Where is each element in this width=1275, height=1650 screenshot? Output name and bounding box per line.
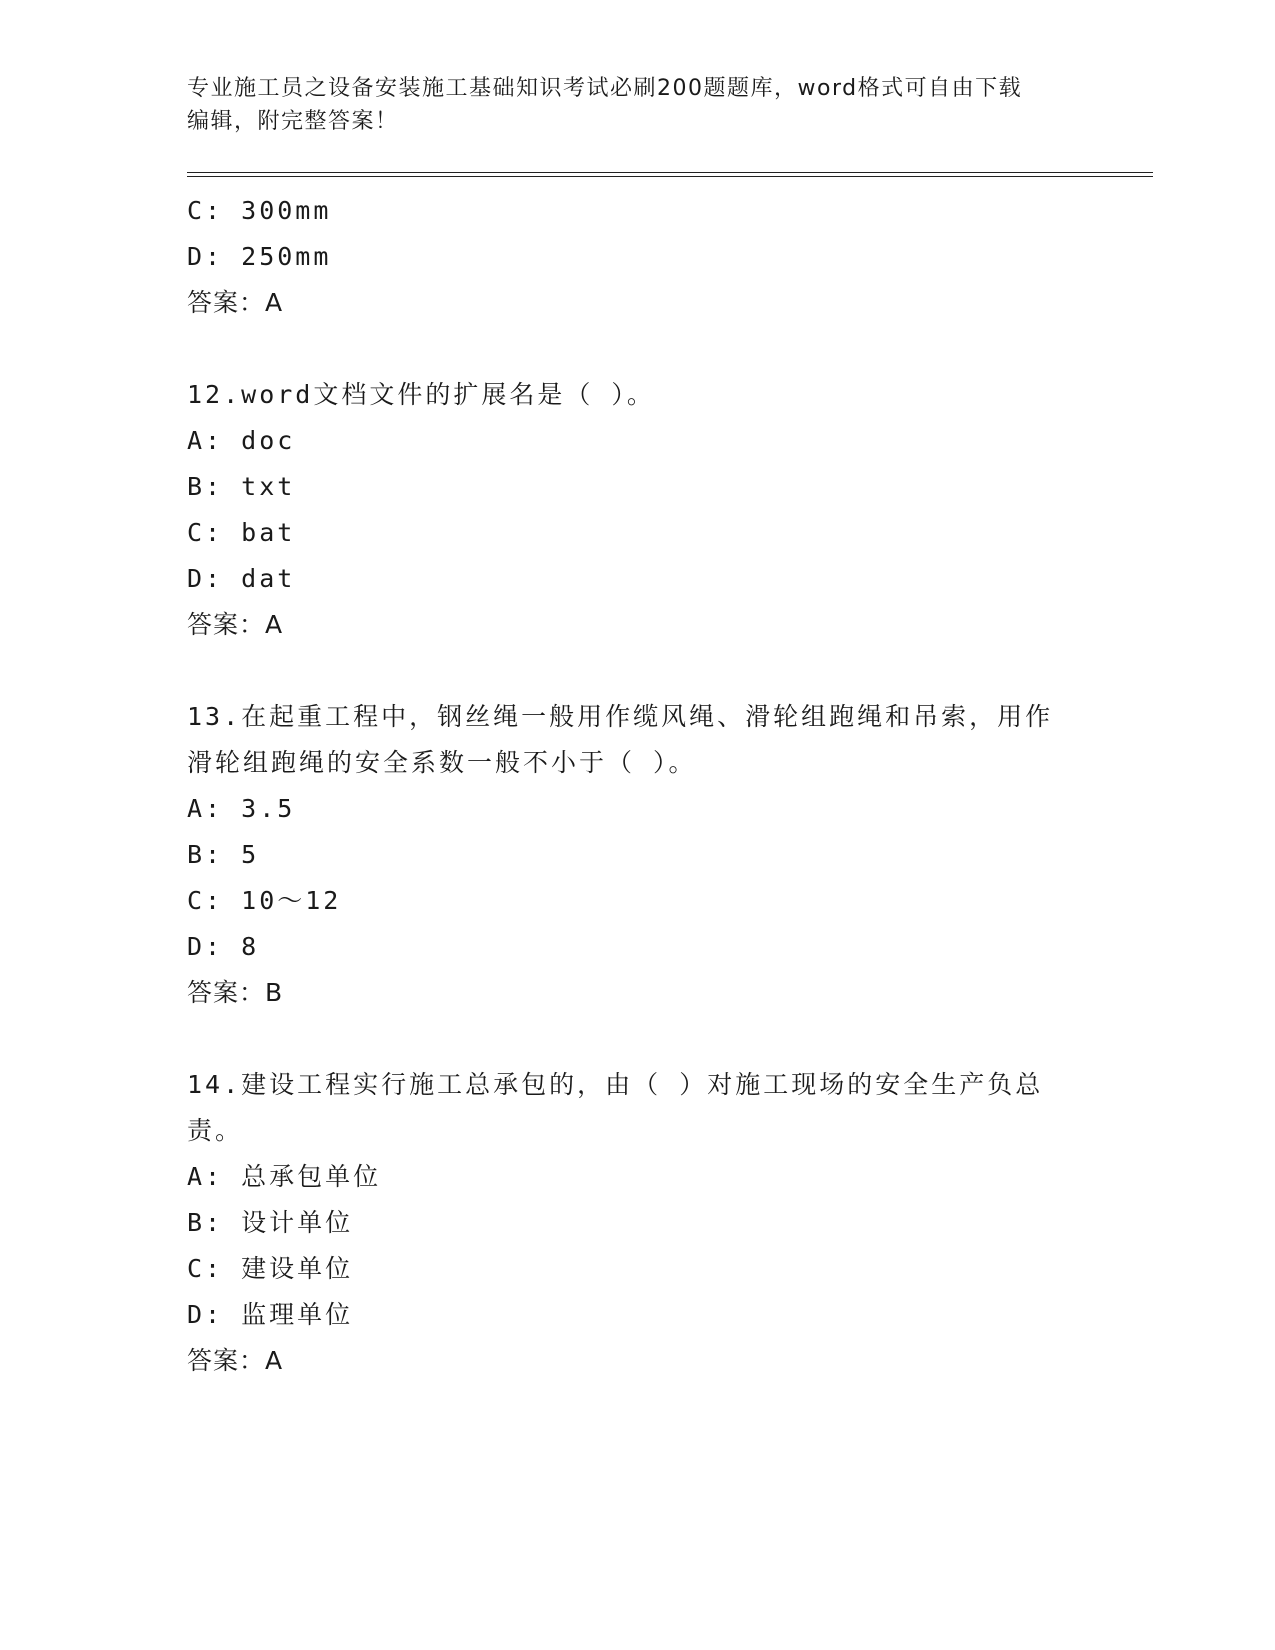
option-b: B: 设计单位 (187, 1208, 354, 1237)
answer-line: 答案：A (187, 610, 284, 639)
option-c: C: bat (187, 518, 296, 547)
option-b: B: txt (187, 472, 296, 501)
answer-line: 答案：A (187, 1346, 284, 1375)
option-d: D: dat (187, 564, 296, 593)
option-c: C: 300mm (187, 196, 332, 225)
header-rule-top (187, 172, 1153, 173)
option-c: C: 建设单位 (187, 1254, 354, 1283)
question-stem-line-1: 13.在起重工程中，钢丝绳一般用作缆风绳、滑轮组跑绳和吊索，用作 (187, 702, 1054, 731)
answer-line: 答案：B (187, 978, 284, 1007)
question-14 (187, 1062, 1087, 1384)
question-stem-line-2: 滑轮组跑绳的安全系数一般不小于（ ）。 (187, 748, 697, 777)
header-line-1: 专业施工员之设备安装施工基础知识考试必刷200题题库，word格式可自由下载 (187, 76, 1023, 101)
option-d: D: 监理单位 (187, 1300, 354, 1329)
option-c: C: 10～12 (187, 886, 342, 915)
question-12 (187, 372, 1087, 648)
option-a: A: doc (187, 426, 296, 455)
question-13 (187, 694, 1087, 1016)
document-header (187, 72, 1067, 138)
answer-line: 答案：A (187, 288, 284, 317)
question-stem-line-1: 14.建设工程实行施工总承包的，由（ ）对施工现场的安全生产负总 (187, 1070, 1044, 1099)
option-d: D: 8 (187, 932, 260, 961)
header-line-2: 编辑，附完整答案！ (187, 109, 399, 134)
question-list (187, 188, 1087, 1384)
option-d: D: 250mm (187, 242, 332, 271)
option-a: A: 总承包单位 (187, 1162, 382, 1191)
question-stem: 12.word文档文件的扩展名是（ ）。 (187, 380, 655, 409)
question-stem-line-2: 责。 (187, 1116, 244, 1145)
option-a: A: 3.5 (187, 794, 296, 823)
question-block-prev (187, 188, 1087, 326)
header-rule-bottom (187, 176, 1153, 177)
option-b: B: 5 (187, 840, 260, 869)
